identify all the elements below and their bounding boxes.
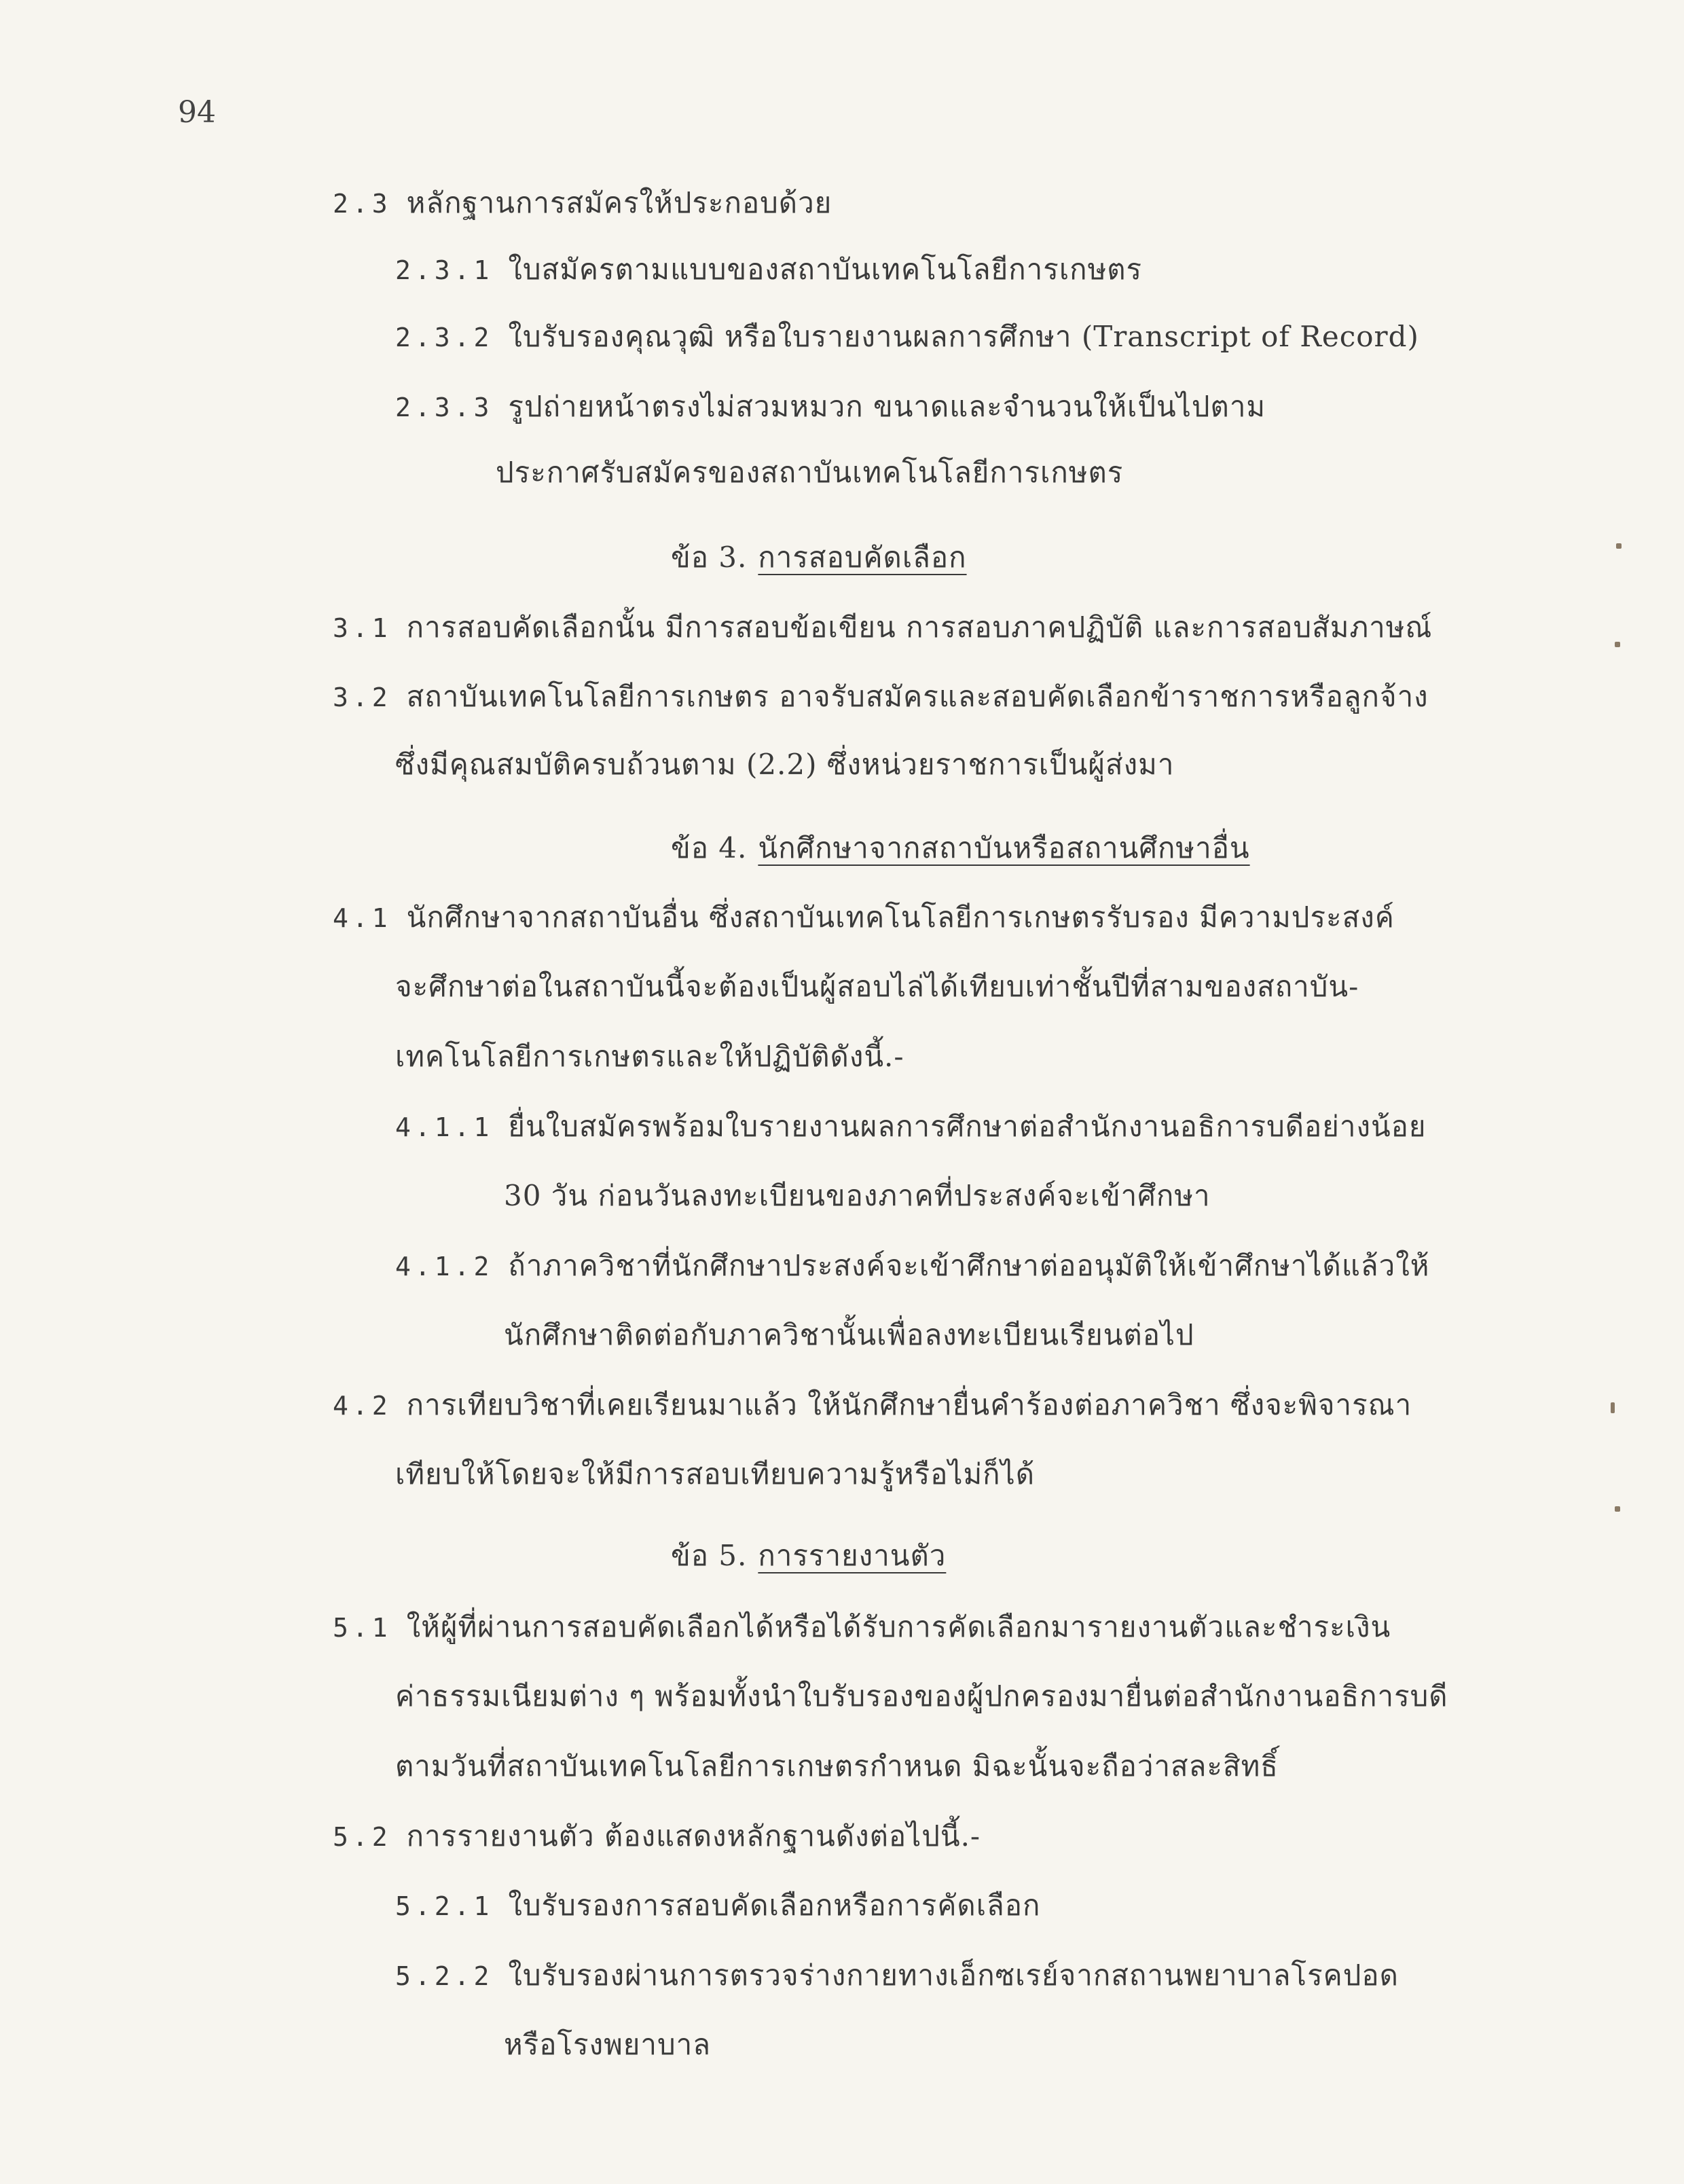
section-heading-4 [671,831,1250,864]
clause-text: การรายงานตัว ต้องแสดงหลักฐานดังต่อไปนี้.- [406,1819,981,1853]
clause-text: การสอบคัดเลือกนั้น มีการสอบข้อเขียน การสอบภาคปฏิบัติ และการสอบสัมภาษณ์ [406,611,1433,644]
text-line [395,255,1142,284]
clause-text: สถาบันเทคโนโลยีการเกษตร อาจรับสมัครและสอบคัดเลือกข้าราชการหรือลูกจ้าง [406,680,1429,713]
heading-title: การสอบคัดเลือก [758,541,967,574]
clause-text: เทียบให้โดยจะให้มีการสอบเทียบความรู้หรือไม่ก็ได้ [395,1457,1036,1491]
heading-title: การรายงานตัว [758,1539,947,1572]
scan-speck [1615,1506,1620,1512]
text-line [333,900,1395,934]
clause-text: ตามวันที่สถาบันเทคโนโลยีการเกษตรกำหนด มิฉะนั้นจะถือว่าสละสิทธิ์ [395,1749,1279,1783]
clause-text: ใบรับรองคุณวุฒิ หรือใบรายงานผลการศึกษา (Transcript of Record) [508,320,1419,353]
clause-text: เทคโนโลยีการเกษตรและให้ปฏิบัติดังนี้.- [395,1040,904,1073]
heading-prefix: ข้อ 3. [671,541,748,574]
clause-number: 2.3 [333,189,392,219]
clause-number: 5.2.1 [395,1891,494,1921]
text-line [395,1249,1430,1282]
clause-text: ให้ผู้ที่ผ่านการสอบคัดเลือกได้หรือได้รับการคัดเลือกมารายงานตัวและชำระเงิน [406,1610,1391,1643]
text-line [496,458,1123,487]
text-line [395,320,1419,353]
clause-number: 4.1 [333,903,392,933]
text-line [333,1610,1391,1643]
clause-number: 3.2 [333,682,392,712]
text-line [395,972,1359,1001]
clause-text: ประกาศรับสมัครของสถาบันเทคโนโลยีการเกษตร [496,456,1124,489]
text-line [504,1318,1194,1351]
clause-number: 4.2 [333,1391,392,1421]
text-line [395,1112,1427,1141]
text-line [395,1749,1279,1783]
clause-number: 4.1.1 [395,1112,494,1142]
clause-text: การเทียบวิชาที่เคยเรียนมาแล้ว ให้นักศึกษายื่นคำร้องต่อภาควิชา ซึ่งจะพิจารณา [406,1388,1412,1421]
scan-speck [1615,642,1620,647]
heading-title: นักศึกษาจากสถาบันหรือสถานศึกษาอื่น [758,831,1250,864]
heading-prefix: ข้อ 4. [671,831,748,864]
text-line [395,1891,1040,1920]
page-number: 94 [178,95,216,130]
clause-number: 5.2.2 [395,1961,494,1991]
scan-speck [1611,1402,1615,1413]
text-line [395,1679,1448,1713]
text-line [333,613,1432,642]
text-line [333,1388,1412,1421]
text-line [504,2028,711,2061]
text-line [395,1961,1399,1990]
clause-number: 2.3.1 [395,255,494,285]
clause-number: 4.1.2 [395,1252,494,1281]
heading-prefix: ข้อ 5. [671,1539,748,1572]
scan-speck [1616,543,1622,549]
clause-text: ใบรับรองการสอบคัดเลือกหรือการคัดเลือก [508,1889,1041,1922]
clause-number: 5.1 [333,1613,392,1643]
text-line [395,750,1174,779]
text-line [504,1179,1211,1212]
text-line [395,1042,904,1071]
clause-text: รูปถ่ายหน้าตรงไม่สวมหมวก ขนาดและจำนวนให้เป็นไปตาม [508,390,1266,423]
clause-text: หลักฐานการสมัครให้ประกอบด้วย [406,186,832,219]
clause-text: ค่าธรรมเนียมต่าง ๆ พร้อมทั้งนำใบรับรองของผู้ปกครองมายื่นต่อสำนักงานอธิการบดี [395,1679,1448,1713]
clause-number: 2.3.2 [395,323,494,352]
text-line [395,1457,1036,1491]
clause-text: ซึ่งมีคุณสมบัติครบถ้วนตาม (2.2) ซึ่งหน่วยราชการเป็นผู้ส่งมา [395,748,1175,781]
text-line [333,1819,981,1853]
text-line [333,682,1429,711]
clause-number: 3.1 [333,613,392,643]
clause-text: 30 วัน ก่อนวันลงทะเบียนของภาคที่ประสงค์จะเข้าศึกษา [504,1179,1211,1212]
clause-number: 2.3.3 [395,393,494,422]
clause-text: นักศึกษาติดต่อกับภาควิชานั้นเพื่อลงทะเบียนเรียนต่อไป [504,1318,1194,1351]
clause-text: ยื่นใบสมัครพร้อมใบรายงานผลการศึกษาต่อสำนักงานอธิการบดีอย่างน้อย [508,1110,1427,1143]
clause-text: ถ้าภาควิชาที่นักศึกษาประสงค์จะเข้าศึกษาต่ออนุมัติให้เข้าศึกษาได้แล้วให้ [508,1249,1430,1282]
clause-text: หรือโรงพยาบาล [504,2028,711,2061]
clause-text: จะศึกษาต่อในสถาบันนี้จะต้องเป็นผู้สอบไล่ได้เทียบเท่าชั้นปีที่สามของสถาบัน- [395,970,1359,1003]
clause-number: 5.2 [333,1822,392,1852]
text-line [395,390,1266,423]
text-line [333,186,832,219]
clause-text: นักศึกษาจากสถาบันอื่น ซึ่งสถาบันเทคโนโลยีการเกษตรรับรอง มีความประสงค์ [406,900,1395,934]
clause-text: ใบรับรองผ่านการตรวจร่างกายทางเอ็กซเรย์จากสถานพยาบาลโรคปอด [508,1959,1399,1992]
clause-text: ใบสมัครตามแบบของสถาบันเทคโนโลยีการเกษตร [508,253,1143,286]
section-heading-3 [671,543,967,572]
section-heading-5 [671,1539,947,1572]
